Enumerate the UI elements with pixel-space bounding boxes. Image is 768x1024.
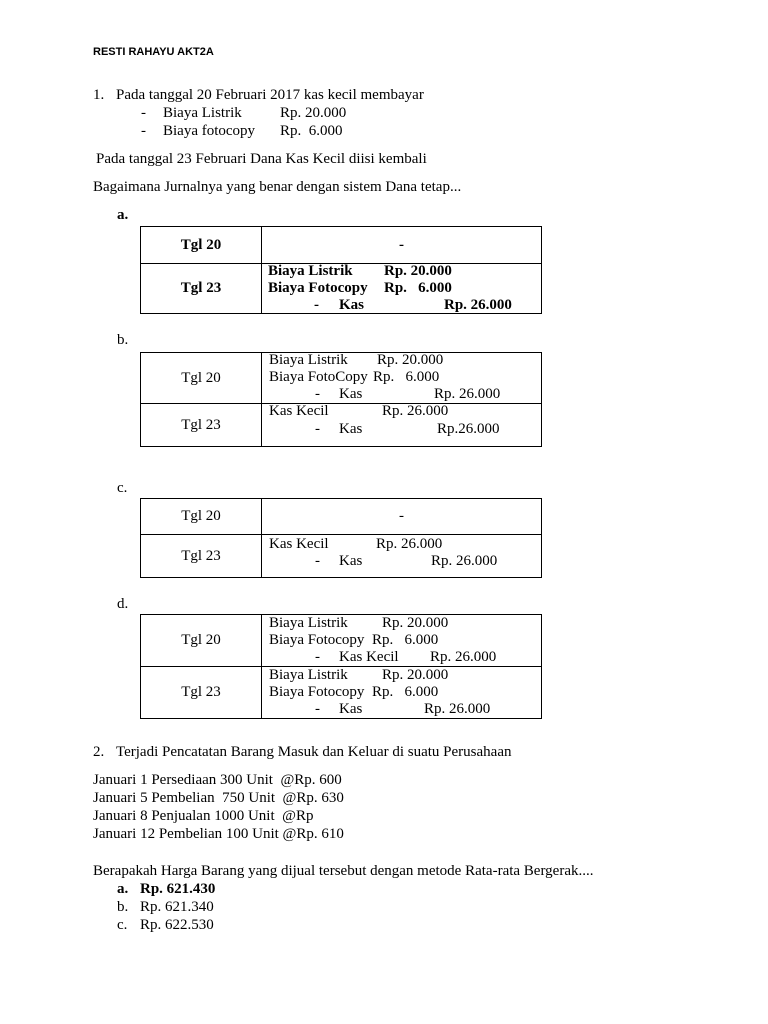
date-label: Tgl 20 <box>181 369 221 386</box>
credit-account: Kas <box>339 297 365 313</box>
journal-row <box>141 667 542 719</box>
debit-amount: Rp. 6.000 <box>384 280 452 296</box>
debit-amount: Rp. 6.000 <box>372 632 439 648</box>
stock-record: Januari 12 Pembelian 100 Unit @Rp. 610 <box>93 826 344 842</box>
journal-row <box>141 499 542 535</box>
stock-record: Januari 1 Persediaan 300 Unit @Rp. 600 <box>93 772 342 788</box>
entry-cell <box>262 353 542 404</box>
debit-account: Biaya Listrik <box>269 352 348 368</box>
expense-amount: Rp. 20.000 <box>280 105 347 121</box>
answer-label: b. <box>117 899 129 915</box>
stock-record: Januari 5 Pembelian 750 Unit @Rp. 630 <box>93 790 344 806</box>
q1-number: 1. <box>93 87 105 103</box>
journal-row <box>141 264 542 314</box>
author-header: RESTI RAHAYU AKT2A <box>93 46 214 58</box>
option-b-journal-table <box>140 352 542 447</box>
credit-dash: - <box>315 386 320 402</box>
q2-number: 2. <box>93 744 105 760</box>
date-cell <box>141 353 262 404</box>
credit-account: Kas <box>339 421 363 437</box>
debit-amount: Rp. 6.000 <box>373 369 440 385</box>
date-label: Tgl 20 <box>180 236 222 253</box>
date-label: Tgl 23 <box>181 684 221 700</box>
option-c-label: c. <box>117 480 128 496</box>
debit-amount: Rp. 26.000 <box>376 536 443 552</box>
date-cell <box>141 227 262 264</box>
option-a-label: a. <box>117 207 129 223</box>
date-label: Tgl 23 <box>180 280 222 296</box>
credit-amount: Rp. 26.000 <box>424 701 491 717</box>
answer-text: Rp. 621.340 <box>140 899 214 915</box>
expense-name: Biaya fotocopy <box>163 123 256 139</box>
q2-question: Berapakah Harga Barang yang dijual tersebut dengan metode Rata-rata Bergerak.... <box>93 863 594 879</box>
answer-label: a. <box>117 881 129 897</box>
expense-name: Biaya Listrik <box>163 105 242 121</box>
credit-dash: - <box>315 649 320 665</box>
credit-amount: Rp. 26.000 <box>430 649 497 665</box>
credit-account: Kas <box>339 386 363 402</box>
journal-row <box>141 404 542 447</box>
option-d-journal-table <box>140 614 542 719</box>
credit-amount: Rp. 26.000 <box>444 297 512 313</box>
answer-label: c. <box>117 917 128 933</box>
credit-dash: - <box>315 553 320 569</box>
debit-amount: Rp. 26.000 <box>382 403 449 419</box>
date-cell <box>141 667 262 719</box>
q1-question: Bagaimana Jurnalnya yang benar dengan sistem Dana tetap... <box>93 179 462 195</box>
date-label: Tgl 20 <box>181 508 221 524</box>
credit-dash: - <box>315 421 320 437</box>
option-c-journal-table <box>140 498 542 578</box>
list-bullet: - <box>141 123 146 139</box>
date-label: Tgl 23 <box>181 547 221 564</box>
answer-text: Rp. 622.530 <box>140 917 214 933</box>
date-cell <box>141 615 262 667</box>
debit-account: Biaya Fotocopy <box>268 280 368 296</box>
credit-account: Kas <box>339 553 363 569</box>
debit-amount: Rp. 20.000 <box>382 667 449 683</box>
debit-account: Biaya Fotocopy <box>269 632 365 648</box>
option-b-label: b. <box>117 332 129 348</box>
debit-amount: Rp. 20.000 <box>384 263 452 279</box>
journal-row <box>141 227 542 264</box>
debit-amount: Rp. 20.000 <box>377 352 444 368</box>
debit-account: Biaya Listrik <box>269 615 348 631</box>
credit-dash: - <box>314 297 319 313</box>
list-bullet: - <box>141 105 146 121</box>
journal-row <box>141 615 542 667</box>
q1-intro: Pada tanggal 20 Februari 2017 kas kecil membayar <box>116 87 424 103</box>
date-cell <box>141 535 262 578</box>
empty-dash: - <box>399 236 404 253</box>
entry-cell <box>262 667 542 719</box>
debit-account: Biaya FotoCopy <box>269 369 368 385</box>
date-label: Tgl 20 <box>181 632 221 648</box>
expense-amount: Rp. 6.000 <box>280 123 343 139</box>
credit-dash: - <box>315 701 320 717</box>
debit-account: Biaya Fotocopy <box>269 684 365 700</box>
option-a-journal-table <box>140 226 542 314</box>
empty-dash: - <box>399 508 404 524</box>
debit-account: Kas Kecil <box>269 403 329 419</box>
entry-cell <box>262 535 542 578</box>
date-label: Tgl 23 <box>181 416 221 433</box>
entry-cell <box>262 227 542 264</box>
answer-text: Rp. 621.430 <box>140 881 216 897</box>
debit-account: Biaya Listrik <box>269 667 348 683</box>
stock-record: Januari 8 Penjualan 1000 Unit @Rp <box>93 808 314 824</box>
entry-cell <box>262 264 542 314</box>
credit-amount: Rp. 26.000 <box>434 386 501 402</box>
option-d-label: d. <box>117 596 129 612</box>
entry-cell <box>262 499 542 535</box>
credit-amount: Rp.26.000 <box>437 421 500 437</box>
date-cell <box>141 404 262 447</box>
date-cell <box>141 499 262 535</box>
credit-account: Kas Kecil <box>339 649 399 665</box>
debit-amount: Rp. 20.000 <box>382 615 449 631</box>
credit-amount: Rp. 26.000 <box>431 553 498 569</box>
debit-account: Biaya Listrik <box>268 263 353 279</box>
credit-account: Kas <box>339 701 363 717</box>
journal-row <box>141 353 542 404</box>
q1-replenish-text: Pada tanggal 23 Februari Dana Kas Kecil diisi kembali <box>96 151 427 167</box>
entry-cell <box>262 615 542 667</box>
debit-account: Kas Kecil <box>269 536 329 552</box>
q2-intro: Terjadi Pencatatan Barang Masuk dan Keluar di suatu Perusahaan <box>116 744 512 760</box>
journal-row <box>141 535 542 578</box>
debit-amount: Rp. 6.000 <box>372 684 439 700</box>
date-cell <box>141 264 262 314</box>
entry-cell <box>262 404 542 447</box>
